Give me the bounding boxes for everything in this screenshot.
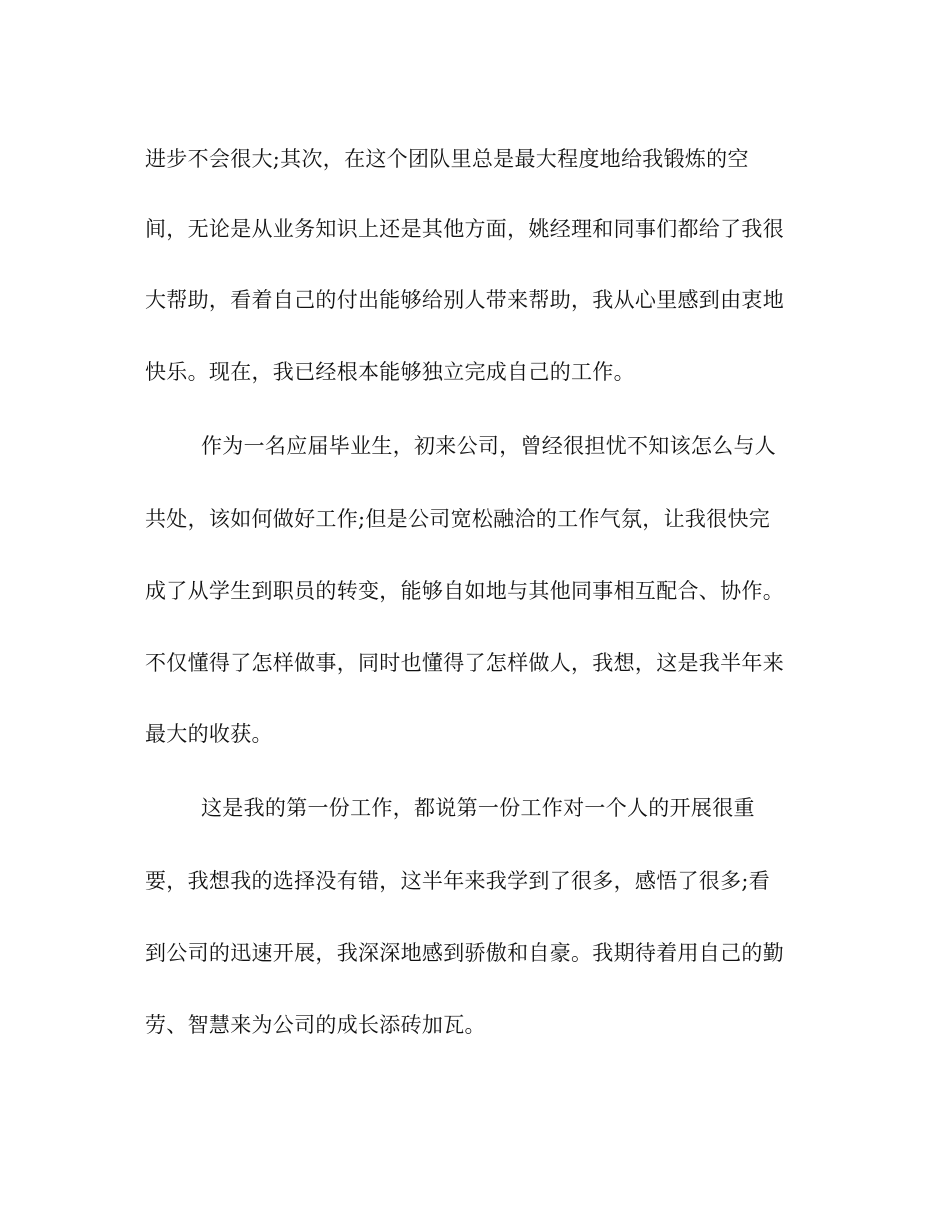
text-line: 劳、智慧来为公司的成长添砖加瓦。	[145, 1013, 486, 1037]
text-line: 到公司的迅速开展，我深深地感到骄傲和自豪。我期待着用自己的勤	[145, 941, 784, 965]
paragraph-first-line: 作为一名应届毕业生，初来公司，曾经很担忧不知该怎么与人	[201, 434, 777, 458]
text-line: 进步不会很大;其次，在这个团队里总是最大程度地给我锻炼的空	[145, 147, 749, 171]
text-line: 最大的收获。	[145, 722, 273, 746]
text-line: 成了从学生到职员的转变，能够自如地与其他同事相互配合、协作。	[145, 579, 784, 603]
text-line: 间，无论是从业务知识上还是其他方面，姚经理和同事们都给了我很	[145, 217, 784, 241]
text-line: 共处，该如何做好工作;但是公司宽松融洽的工作气氛，让我很快完	[145, 507, 771, 531]
text-line: 不仅懂得了怎样做事，同时也懂得了怎样做人，我想，这是我半年来	[145, 651, 784, 675]
text-line: 大帮助，看着自己的付出能够给别人带来帮助，我从心里感到由衷地	[145, 288, 784, 312]
text-line: 要，我想我的选择没有错，这半年来我学到了很多，感悟了很多;看	[145, 869, 771, 893]
paragraph-first-line: 这是我的第一份工作，都说第一份工作对一个人的开展很重	[201, 796, 755, 820]
text-line: 快乐。现在，我已经根本能够独立完成自己的工作。	[145, 360, 635, 384]
